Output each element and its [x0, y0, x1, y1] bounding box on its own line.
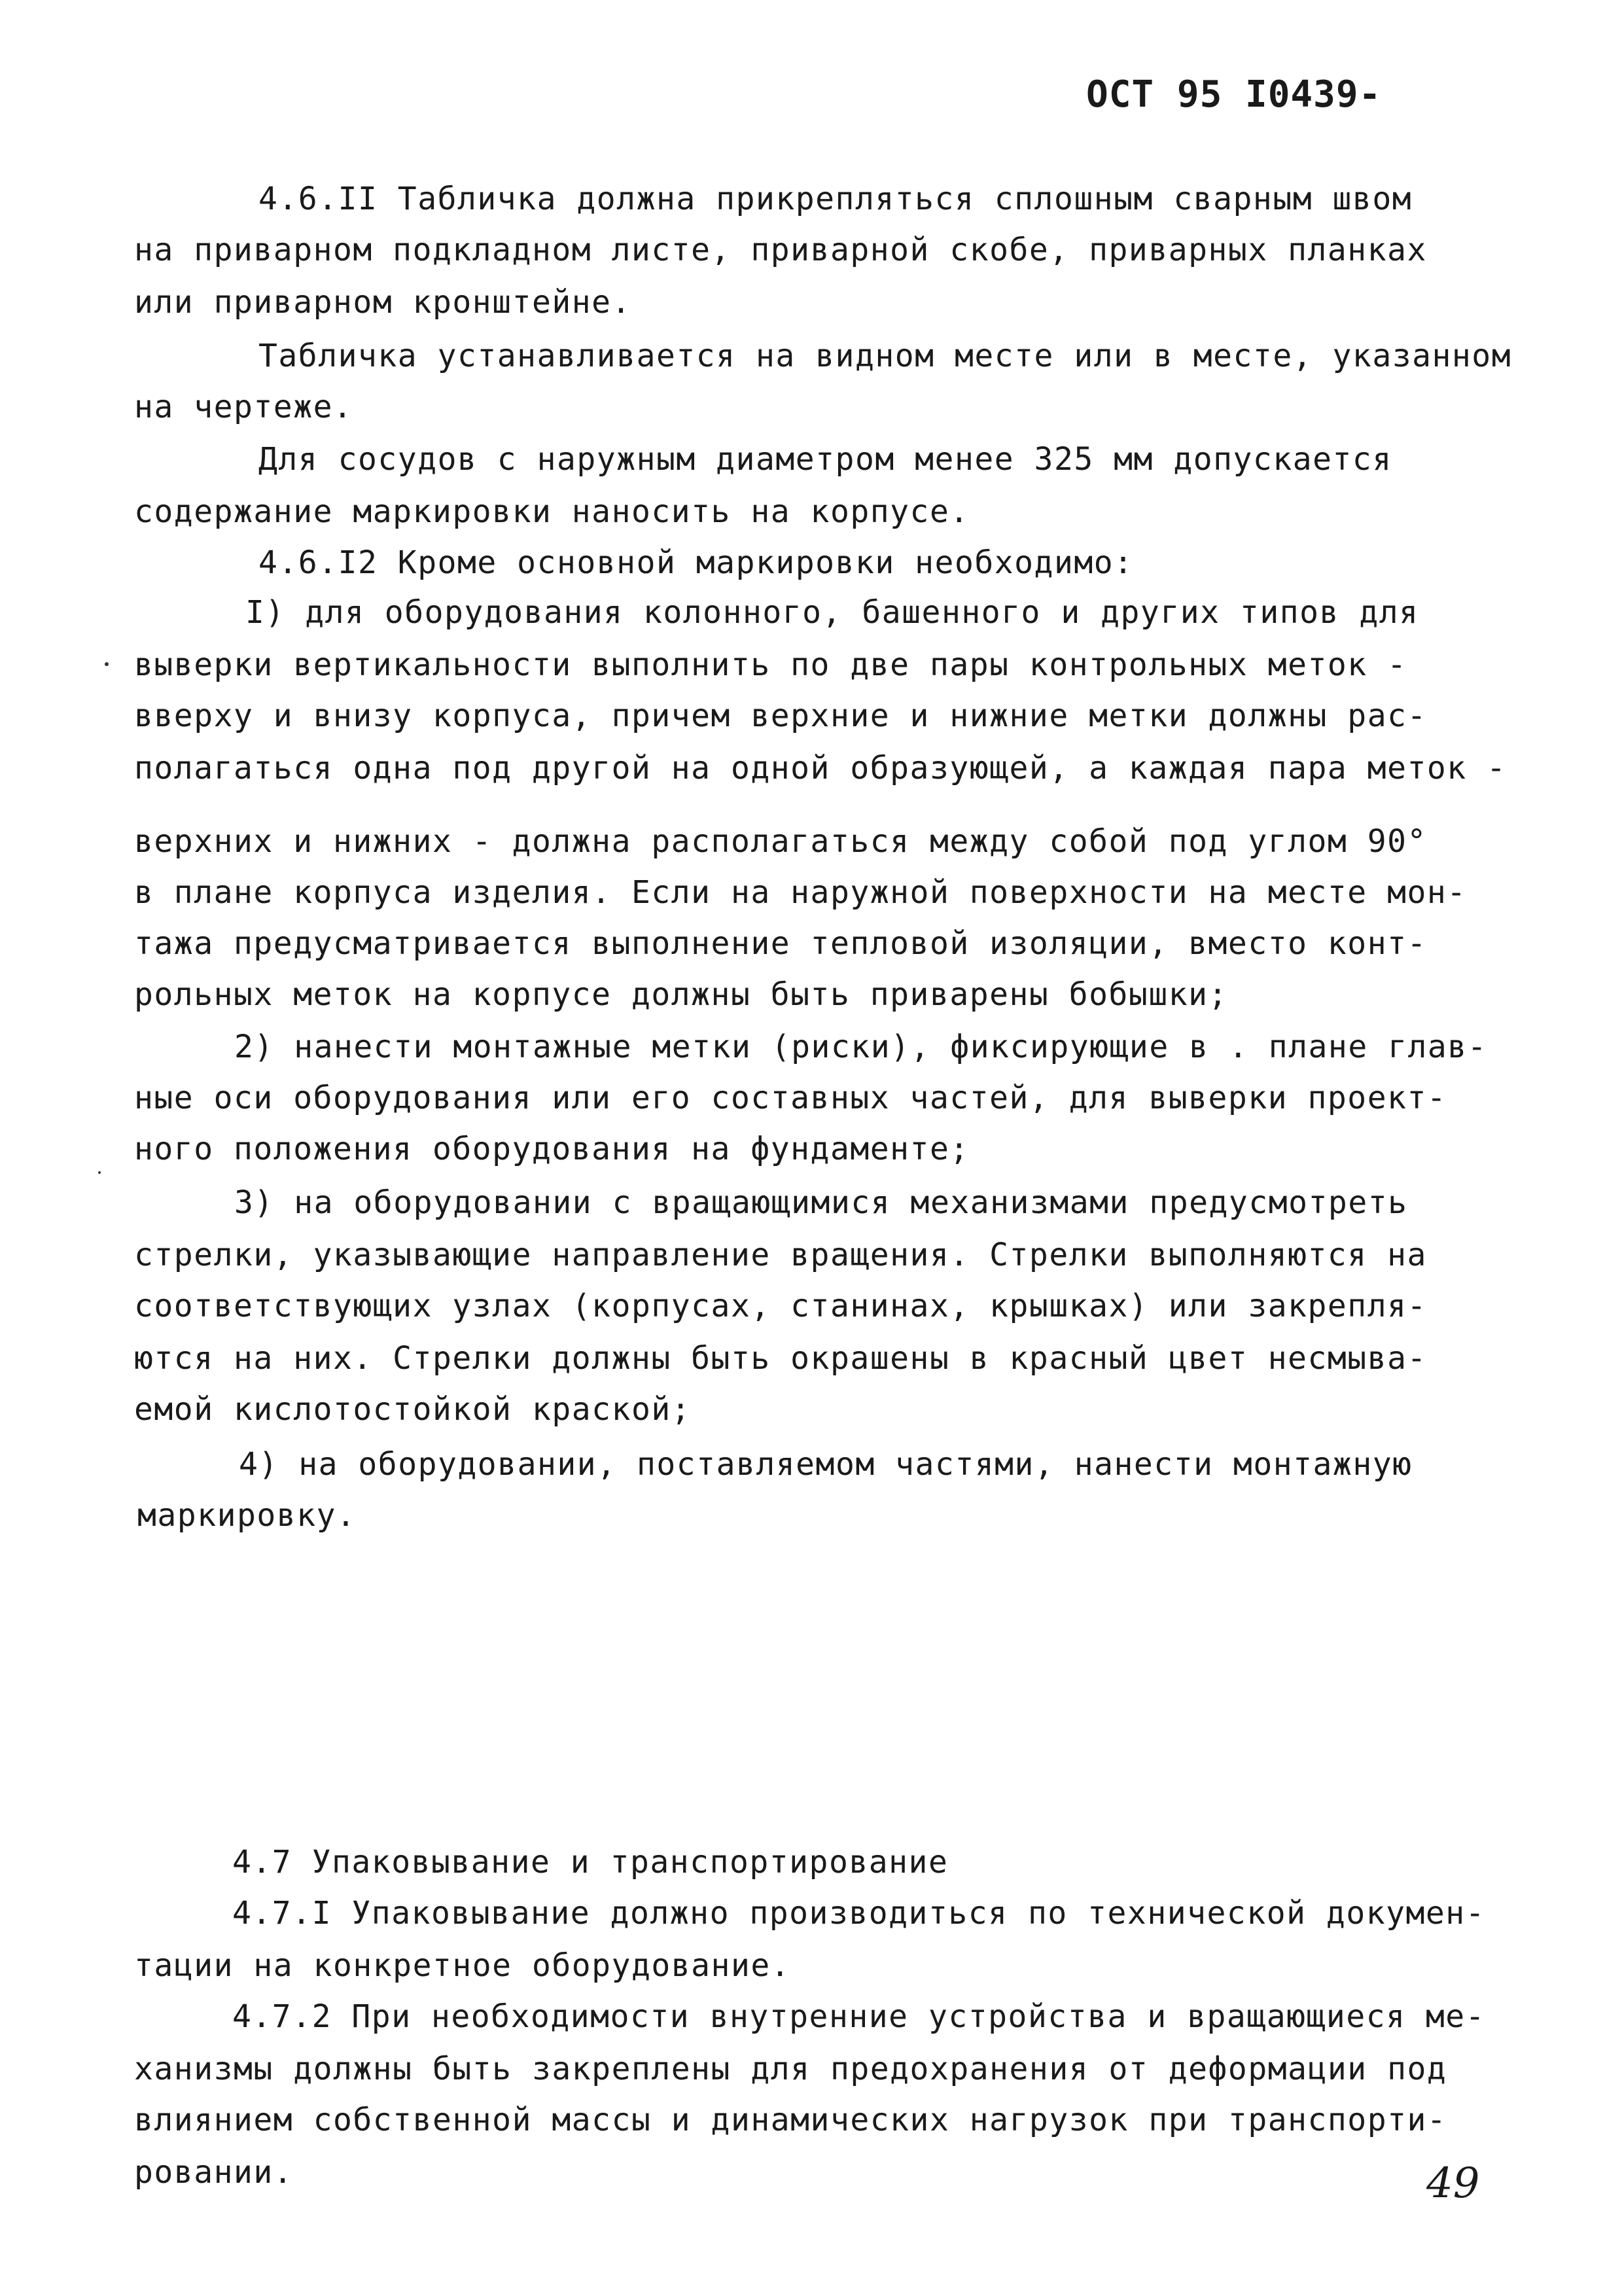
text-line: или приварном кронштейне.	[134, 284, 631, 321]
text-line: содержание маркировки наносить на корпусе.	[134, 493, 970, 530]
text-line: выверки вертикальности выполнить по две пары контрольных меток -	[134, 646, 1407, 683]
text-line: полагаться одна под другой на одной образующей, а каждая пара меток -	[134, 750, 1507, 786]
page-number: 49	[1426, 2159, 1480, 2208]
list-item-3: 3) на оборудовании с вращающимися механизмами предусмотреть	[234, 1184, 1408, 1221]
text-line: влиянием собственной массы и динамических нагрузок при транспорти-	[134, 2102, 1447, 2138]
section-heading-4-6-12: 4.6.I2 Кроме основной маркировки необходимо:	[258, 544, 1134, 581]
text-line: рольных меток на корпусе должны быть приварены бобышки;	[134, 976, 1228, 1013]
text-line: 4.6.II Табличка должна прикрепляться сплошным сварным швом	[258, 181, 1413, 217]
text-line: вверху и внизу корпуса, причем верхние и нижние метки должны рас-	[134, 698, 1427, 734]
text-line: I) для оборудования колонного, башенного и других типов для	[245, 594, 1419, 631]
document-code: ОСТ 95 I0439-	[1086, 73, 1382, 116]
text-line: ровании.	[134, 2154, 294, 2191]
section-heading-4-7: 4.7 Упаковывание и транспортирование	[232, 1844, 949, 1881]
text-line: тажа предусматривается выполнение тепловой изоляции, вместо конт-	[134, 925, 1427, 962]
text-line: стрелки, указывающие направление вращения. Стрелки выполняются на	[134, 1237, 1427, 1273]
text-line: 4.7.2 При необходимости внутренние устройства и вращающиеся ме-	[232, 1998, 1486, 2035]
text-line: ханизмы должны быть закреплены для предохранения от деформации под	[134, 2051, 1447, 2087]
text-line: Табличка устанавливается на видном месте или в месте, указанном	[258, 338, 1512, 374]
text-line: емой кислотостойкой краской;	[134, 1391, 692, 1428]
text-line: соответствующих узлах (корпусах, станинах, крышках) или закрепля-	[134, 1288, 1427, 1324]
text-line: 4.7.I Упаковывание должно производиться по технической докумен-	[232, 1895, 1486, 1932]
text-line: на приварном подкладном листе, приварной скобе, приварных планках	[134, 232, 1427, 268]
list-item-2: 2) нанести монтажные метки (риски), фиксирующие в . плане глав-	[234, 1029, 1488, 1065]
text-line: ются на них. Стрелки должны быть окрашены в красный цвет несмыва-	[134, 1340, 1427, 1377]
text-line: ные оси оборудования или его составных частей, для выверки проект-	[134, 1080, 1447, 1116]
text-line: верхних и нижних - должна располагаться между собой под углом 90°	[134, 823, 1427, 860]
scan-speck	[105, 662, 109, 666]
text-line: Для сосудов с наружным диаметром менее 325 мм допускается	[258, 441, 1392, 478]
text-line: в плане корпуса изделия. Если на наружной поверхности на месте мон-	[134, 874, 1467, 911]
text-line: тации на конкретное оборудование.	[134, 1947, 791, 1984]
text-line: маркировку.	[137, 1497, 357, 1534]
text-line: на чертеже.	[134, 389, 353, 425]
list-item-4: 4) на оборудовании, поставляемом частями, нанести монтажную	[239, 1446, 1413, 1483]
text-line: ного положения оборудования на фундаменте;	[134, 1131, 970, 1167]
scan-speck	[98, 1171, 101, 1174]
